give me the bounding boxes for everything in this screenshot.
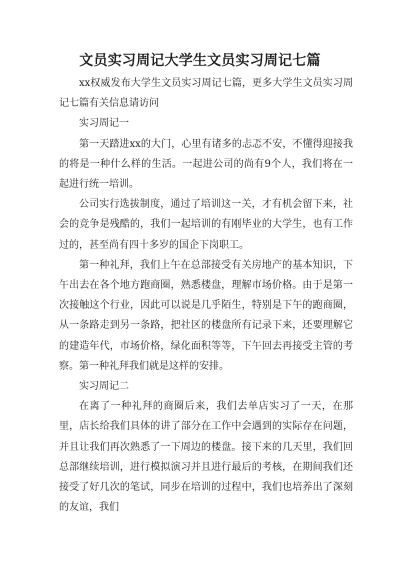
- document-title: 文员实习周记大学生文员实习周记七篇: [79, 53, 321, 69]
- section-heading-week-1: 实习周记一: [79, 118, 129, 130]
- paragraph-selection-system: 公司实行选拔制度，通过了培训这一关，才有机会留下来，社会的竞争是残酷的，我们一起培训的有刚毕业的大学生，也有工作过的，甚至尚有四十多岁的国企下岗职工。: [59, 199, 353, 251]
- section-heading-week-2: 实习周记二: [79, 381, 129, 393]
- paragraph-first-week: 第一种礼拜，我们上午在总部接受有关房地产的基本知识，下午出去在各个地方跑商圈，熟悉楼盘，理解市场价格。由于是第一次接触这个行业，因此可以说是几乎陌生，特别是下午的跑商圈，从一条路走到另一条路，把社区的楼盘所有记录下来，还要理解它的建造年代，市场价格，绿化面积等等，下午回去再接受主管的考察。第一种礼拜我们就是这样的安排。: [59, 259, 353, 372]
- document-body: [59, 74, 353, 518]
- paragraph-first-day: 第一天踏进xx的大门，心里有诸多的忐忑不安，不懂得迎接我的将是一种什么样的生活。一起进公司的尚有9个人，我们将在一起进行统一培训。: [59, 138, 353, 191]
- paragraph-second-week: 在离了一种礼拜的商圈后来，我们去单店实习了一天，在那里，店长给我们具体的讲了部分在工作中会遇到的实际存在问题，并且让我们再次熟悉了一下周边的楼盘。接下来的几天里，我们回总部继续培训，进行模拟演习并且进行最后的考核，在期间我们还接受了好几次的笔试，同步在培训的过程中，我们也培养出了深刻的友谊，我们: [59, 401, 353, 514]
- intro-paragraph: xx权威发布大学生文员实习周记七篇，更多大学生文员实习周记七篇有关信息请访问: [59, 78, 353, 110]
